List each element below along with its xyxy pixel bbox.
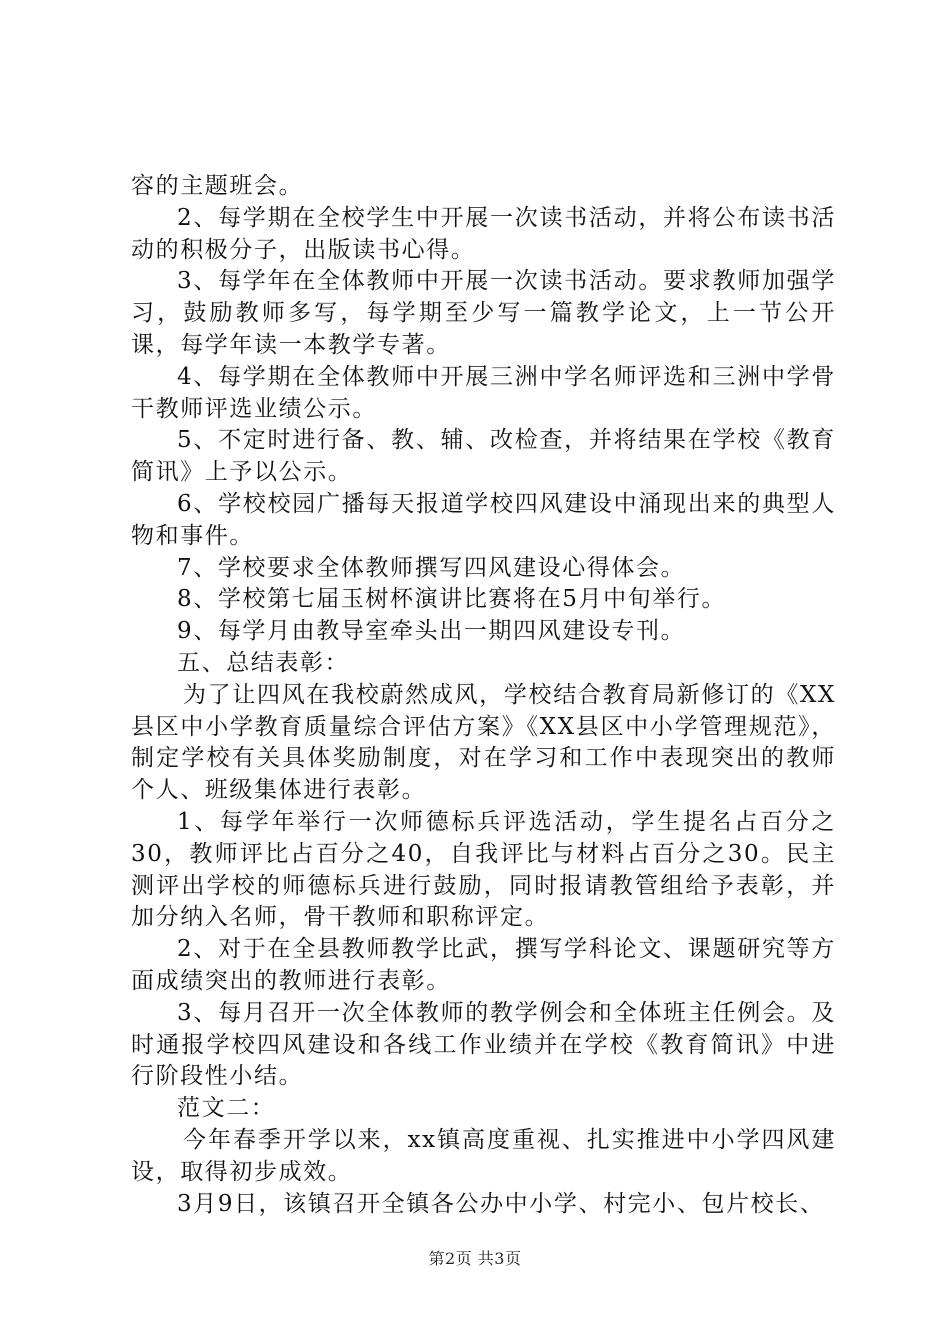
- paragraph: 8、学校第七届玉树杯演讲比赛将在5月中旬举行。: [177, 586, 727, 613]
- page-number-footer: 第2页 共3页: [428, 1249, 522, 1268]
- paragraph: 4、每学期在全体教师中开展三洲中学名师评选和三洲中学骨干教师评选业绩公示。: [131, 363, 836, 422]
- document-body: [131, 171, 836, 1220]
- paragraph: 3月9日，该镇召开全镇各公办中小学、村完小、包片校长、: [177, 1190, 825, 1217]
- paragraph: 6、学校校园广播每天报道学校四风建设中涌现出来的典型人物和事件。: [131, 490, 836, 549]
- paragraph: 为了让四风在我校蔚然成风，学校结合教育局新修订的《XX县区中小学教育质量综合评估方案》《XX县区中小学管理规范》，制定学校有关具体奖励制度，对在学习和工作中表现突出的教师个人、班级集体进行表彰。: [131, 681, 836, 804]
- section-heading: 五、总结表彰：: [177, 649, 350, 676]
- paragraph: 2、对于在全县教师教学比武，撰写学科论文、课题研究等方面成绩突出的教师进行表彰。: [131, 936, 836, 994]
- paragraph: 9、每学月由教导室牵头出一期四风建设专刊。: [177, 618, 686, 645]
- paragraph: 1、每学年举行一次师德标兵评选活动，学生提名占百分之30，教师评比占百分之40，自我评比与材料占百分之30。民主测评出学校的师德标兵进行鼓励，同时报请教管组给予表彰，并加分纳入名师，骨干教师和职称评定。: [131, 808, 836, 931]
- paragraph: 容的主题班会。: [131, 173, 304, 199]
- paragraph: 5、不定时进行备、教、辅、改检查，并将结果在学校《教育简讯》上予以公示。: [131, 427, 836, 486]
- paragraph: 7、学校要求全体教师撰写四风建设心得体会。: [177, 554, 686, 581]
- paragraph: 今年春季开学以来，xx镇高度重视、扎实推进中小学四风建设，取得初步成效。: [131, 1126, 836, 1185]
- paragraph: 3、每月召开一次全体教师的教学例会和全体班主任例会。及时通报学校四风建设和各线工作业绩并在学校《教育简讯》中进行阶段性小结。: [131, 999, 836, 1090]
- paragraph: 3、每学年在全体教师中开展一次读书活动。要求教师加强学习，鼓励教师多写，每学期至少写一篇教学论文，上一节公开课，每学年读一本教学专著。: [131, 268, 836, 358]
- section-heading: 范文二：: [177, 1095, 276, 1122]
- paragraph: 2、每学期在全校学生中开展一次读书活动，并将公布读书活动的积极分子，出版读书心得。: [131, 204, 836, 263]
